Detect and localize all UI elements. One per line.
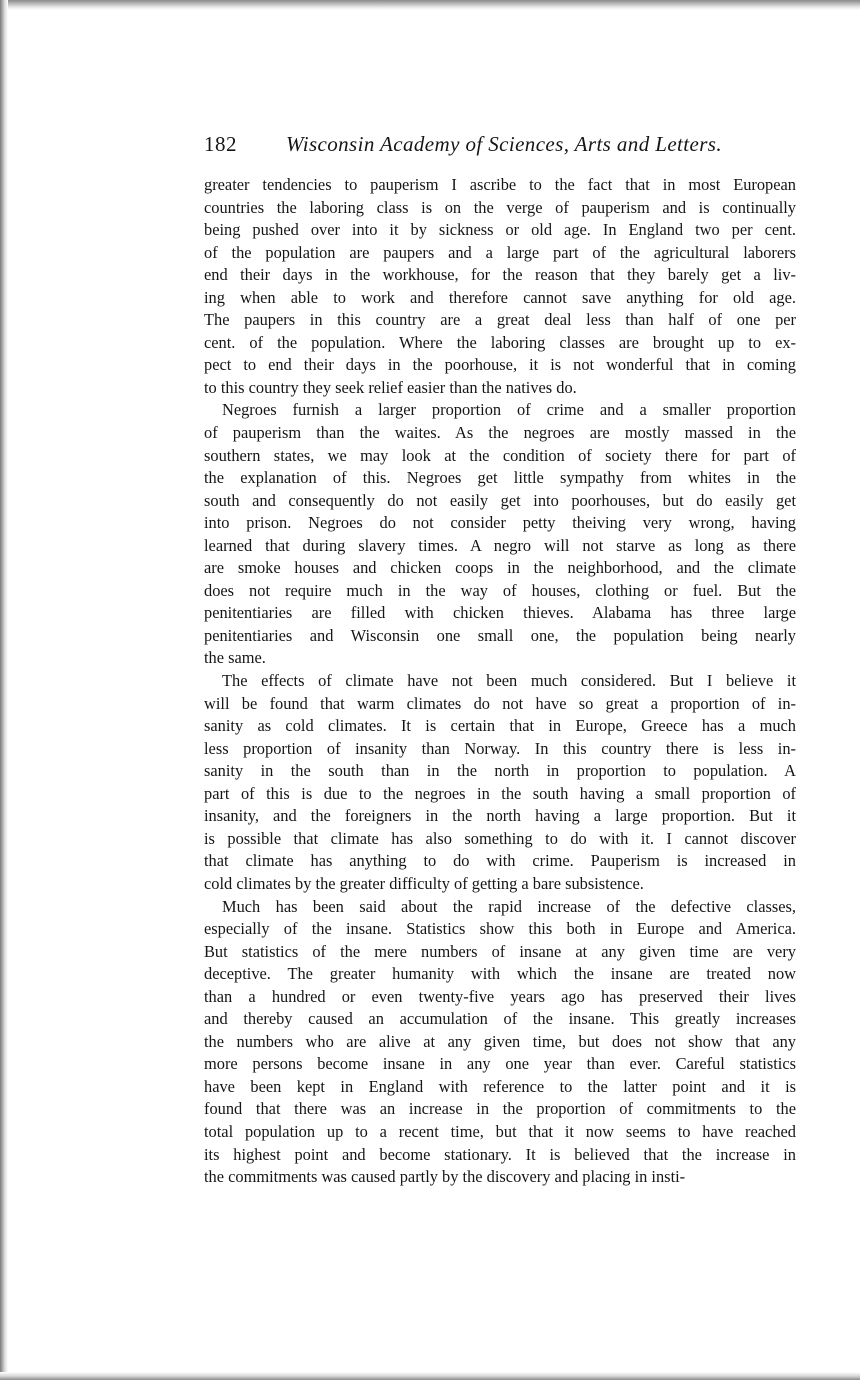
text-line: sanity in the south than in the north in proportion to population. A: [204, 761, 796, 781]
text-line: learned that during slavery times. A negro will not starve as long as there: [204, 535, 796, 555]
text-line: less proportion of insanity than Norway. In this country there is less in-: [204, 738, 796, 758]
body-text: [204, 174, 796, 1189]
text-line: is possible that climate has also something to do with it. I cannot discover: [204, 828, 796, 848]
text-line: cold climates by the greater difficulty of getting a bare subsistence.: [204, 873, 644, 893]
paragraph: [204, 399, 796, 670]
text-line: of pauperism than the waites. As the negroes are mostly massed in the: [204, 423, 796, 443]
text-line: cent. of the population. Where the laboring classes are brought up to ex-: [204, 332, 796, 352]
text-line: Much has been said about the rapid increase of the defective classes,: [222, 896, 796, 916]
text-line: end their days in the workhouse, for the reason that they barely get a liv-: [204, 265, 796, 285]
text-line: its highest point and become stationary. It is believed that the increase in: [204, 1144, 796, 1164]
page-number: 182: [204, 132, 237, 156]
text-line: The paupers in this country are a great deal less than half of one per: [204, 310, 796, 330]
text-line: greater tendencies to pauperism I ascribe to the fact that in most European: [204, 175, 796, 194]
text-line: the commitments was caused partly by the discovery and placing in insti-: [204, 1167, 686, 1187]
scan-edge-left: [0, 0, 8, 1380]
paragraph: [204, 174, 796, 399]
text-line: the explanation of this. Negroes get little sympathy from whites in the: [204, 468, 796, 488]
text-line: are smoke houses and chicken coops in the neighborhood, and the climate: [204, 558, 796, 578]
text-line: more persons become insane in any one year than ever. Careful statistics: [204, 1054, 796, 1074]
text-line: to this country they seek relief easier than the natives do.: [204, 377, 577, 397]
text-line: countries the laboring class is on the verge of pauperism and is continually: [204, 197, 796, 217]
text-line: ing when able to work and therefore cannot save anything for old age.: [204, 287, 796, 307]
text-line: and thereby caused an accumulation of the insane. This greatly increases: [204, 1009, 796, 1029]
paragraph: [204, 670, 796, 895]
text-line: pect to end their days in the poorhouse, it is not wonderful that in coming: [204, 355, 796, 375]
text-line: especially of the insane. Statistics show this both in Europe and America.: [204, 919, 796, 939]
scan-edge-top: [0, 0, 860, 10]
text-line: into prison. Negroes do not consider petty theiving very wrong, having: [204, 513, 796, 533]
journal-title: Wisconsin Academy of Sciences, Arts and Letters.: [286, 132, 723, 156]
scan-edge-bottom: [0, 1372, 860, 1380]
text-line: part of this is due to the negroes in the south having a small proportion of: [204, 783, 796, 803]
text-line: that climate has anything to do with crime. Pauperism is increased in: [204, 851, 796, 871]
text-line: south and consequently do not easily get into poorhouses, but do easily get: [204, 490, 796, 510]
text-line: deceptive. The greater humanity with which the insane are treated now: [204, 964, 796, 984]
text-line: than a hundred or even twenty-five years ago has preserved their lives: [204, 986, 796, 1006]
text-line: sanity as cold climates. It is certain that in Europe, Greece has a much: [204, 716, 796, 736]
text-line: the same.: [204, 648, 266, 668]
text-line: southern states, we may look at the condition of society there for part of: [204, 445, 796, 465]
text-line: does not require much in the way of houses, clothing or fuel. But the: [204, 580, 796, 600]
text-line: found that there was an increase in the proportion of commitments to the: [204, 1099, 796, 1119]
text-line: will be found that warm climates do not have so great a proportion of in-: [204, 693, 796, 713]
text-line: The effects of climate have not been much considered. But I believe it: [222, 671, 796, 691]
text-line: of the population are paupers and a large part of the agricultural laborers: [204, 242, 796, 262]
paragraph: [204, 896, 796, 1189]
text-line: total population up to a recent time, but that it now seems to have reached: [204, 1121, 796, 1141]
text-line: the numbers who are alive at any given time, but does not show that any: [204, 1031, 796, 1051]
text-line: penitentiaries and Wisconsin one small one, the population being nearly: [204, 625, 796, 645]
text-line: have been kept in England with reference to the latter point and it is: [204, 1076, 796, 1096]
running-head: [204, 128, 796, 162]
text-line: being pushed over into it by sickness or old age. In England two per cent.: [204, 220, 796, 240]
book-page: [204, 128, 796, 1189]
text-line: Negroes furnish a larger proportion of crime and a smaller proportion: [222, 400, 796, 420]
text-line: insanity, and the foreigners in the north having a large proportion. But it: [204, 806, 796, 826]
text-line: But statistics of the mere numbers of insane at any given time are very: [204, 941, 796, 961]
text-line: penitentiaries are filled with chicken thieves. Alabama has three large: [204, 603, 796, 623]
